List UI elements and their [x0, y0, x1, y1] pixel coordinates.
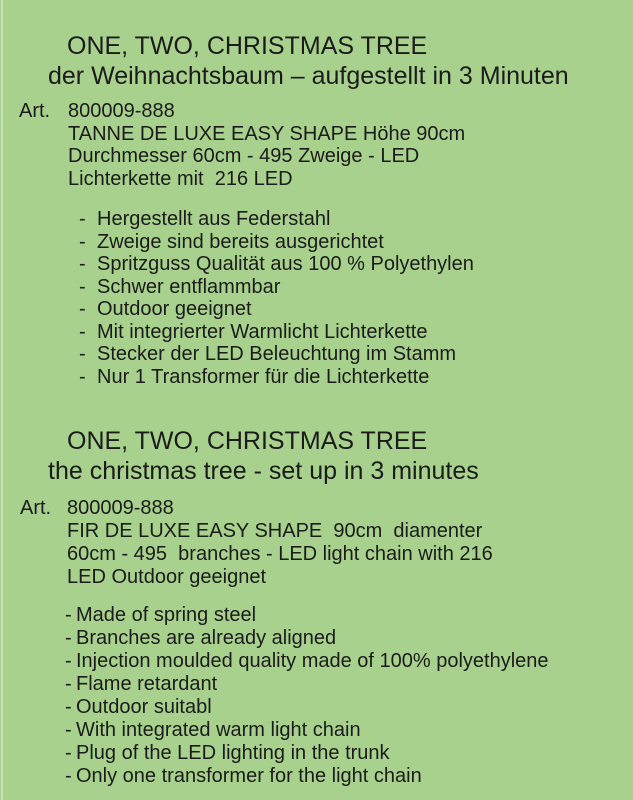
bullet-dash: -: [79, 343, 86, 365]
german-feature-text: Mit integrierter Warmlicht Lichterkette: [97, 320, 428, 343]
german-title-line-1: ONE, TWO, CHRISTMAS TREE: [67, 32, 428, 60]
english-feature-text: Made of spring steel: [76, 604, 257, 626]
list-item: [79, 276, 474, 299]
english-product-line: 60cm - 495 branches - LED light chain with 216: [67, 543, 493, 565]
list-item: [65, 719, 549, 742]
german-feature-text: Spritzguss Qualität aus 100 % Polyethylen: [97, 253, 474, 275]
spacer: [20, 520, 67, 589]
list-item: [65, 673, 549, 696]
english-feature-list: [65, 604, 549, 788]
german-product-line: Durchmesser 60cm - 495 Zweige - LED: [68, 145, 420, 167]
german-art-number: 800009-888: [68, 100, 175, 122]
german-feature-text: Nur 1 Transformer für die Lichterkette: [97, 365, 430, 388]
bullet-dash: -: [79, 298, 86, 320]
german-feature-text: Outdoor geeignet: [97, 298, 252, 320]
list-item: [65, 742, 549, 765]
bullet-dash: -: [65, 742, 72, 764]
english-feature-text: Flame retardant: [76, 673, 218, 695]
english-art-label: Art.: [20, 497, 52, 519]
bullet-dash: -: [79, 275, 86, 298]
spacer: [19, 123, 68, 191]
english-section-title: [0, 426, 633, 486]
bullet-dash: -: [65, 673, 72, 695]
english-article-block: [20, 497, 493, 589]
german-product-line: Lichterkette mit 216 LED: [68, 167, 293, 190]
list-item: [79, 343, 474, 366]
german-art-label: Art.: [19, 100, 51, 122]
english-feature-text: Plug of the LED lighting in the trunk: [76, 742, 390, 764]
list-item: [65, 765, 549, 788]
english-title-line-1: ONE, TWO, CHRISTMAS TREE: [67, 427, 428, 455]
english-product-line: LED Outdoor geeignet: [67, 566, 267, 588]
german-feature-list: [79, 208, 474, 388]
german-feature-text: Stecker der LED Beleuchtung im Stamm: [97, 343, 457, 365]
list-item: [79, 321, 474, 344]
english-feature-text: Injection moulded quality made of 100% polyethylene: [76, 650, 549, 672]
list-item: [79, 253, 474, 276]
bullet-dash: -: [79, 253, 86, 275]
list-item: [65, 650, 549, 673]
bullet-dash: -: [79, 320, 86, 343]
page-left-edge: [1, 0, 3, 800]
german-product-line: TANNE DE LUXE EASY SHAPE Höhe 90cm: [68, 122, 466, 145]
german-title-line-2: der Weihnachtsbaum – aufgestellt in 3 Minuten: [48, 62, 569, 90]
english-feature-text: Only one transformer for the light chain: [76, 765, 422, 787]
list-item: [79, 208, 474, 231]
bullet-dash: -: [65, 765, 72, 787]
list-item: [79, 366, 474, 389]
english-art-number: 800009-888: [67, 497, 174, 519]
bullet-dash: -: [65, 696, 72, 718]
bullet-dash: -: [79, 230, 86, 253]
english-feature-text: Outdoor suitabl: [76, 696, 212, 718]
german-feature-text: Zweige sind bereits ausgerichtet: [97, 230, 384, 253]
bullet-dash: -: [79, 208, 86, 230]
english-title-line-2: the christmas tree - set up in 3 minutes: [48, 457, 479, 485]
bullet-dash: -: [65, 719, 72, 741]
english-feature-text: With integrated warm light chain: [76, 719, 361, 741]
german-article-block: [19, 100, 465, 190]
bullet-dash: -: [65, 627, 72, 649]
german-feature-text: Hergestellt aus Federstahl: [97, 208, 331, 230]
list-item: [65, 604, 549, 627]
german-feature-text: Schwer entflammbar: [97, 275, 281, 298]
english-feature-text: Branches are already aligned: [76, 627, 337, 649]
english-product-line: FIR DE LUXE EASY SHAPE 90cm diamenter: [67, 520, 483, 542]
bullet-dash: -: [65, 604, 72, 626]
bullet-dash: -: [79, 365, 86, 388]
list-item: [79, 298, 474, 321]
list-item: [65, 696, 549, 719]
german-section-title: [0, 31, 633, 91]
list-item: [65, 627, 549, 650]
list-item: [79, 231, 474, 254]
bullet-dash: -: [65, 650, 72, 672]
